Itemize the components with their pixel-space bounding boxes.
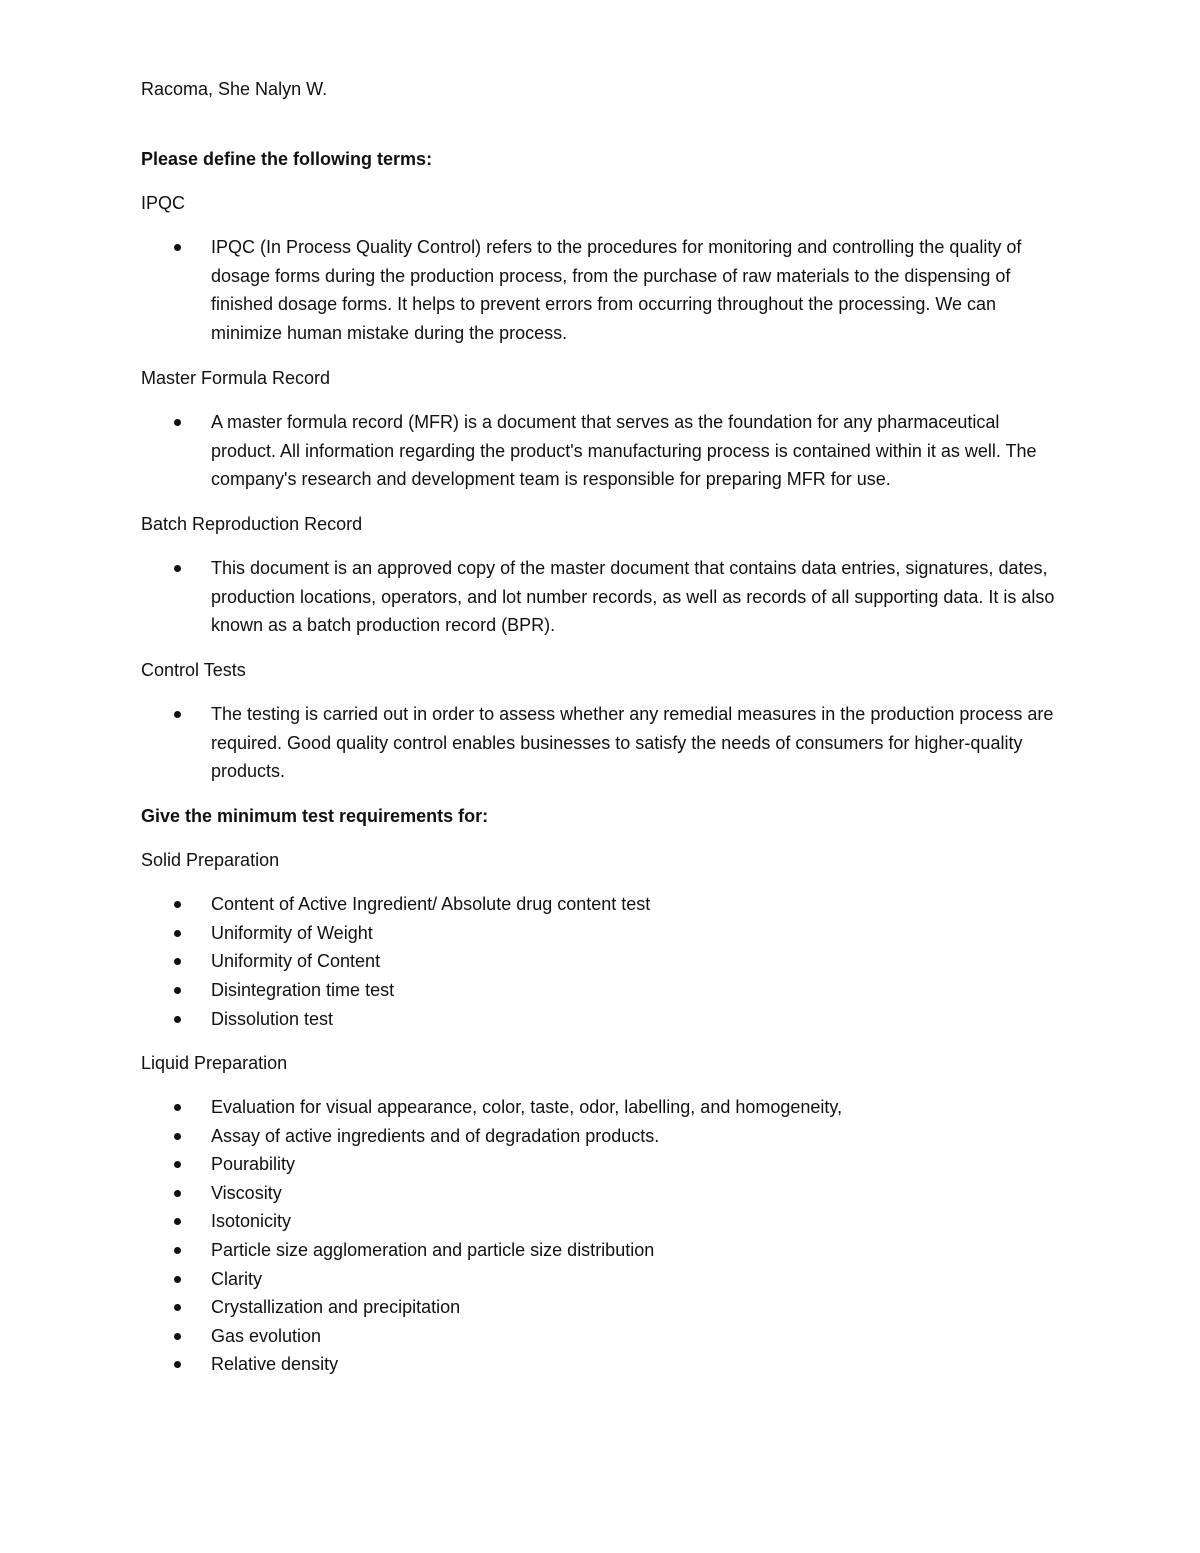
bullet-icon bbox=[174, 901, 181, 908]
list-item bbox=[141, 700, 1061, 786]
bullet-icon bbox=[174, 958, 181, 965]
list-item-text: Relative density bbox=[211, 1354, 339, 1375]
bullet-icon bbox=[174, 987, 181, 994]
bullet-icon bbox=[174, 1333, 181, 1340]
list-item-text: Assay of active ingredients and of degradation products. bbox=[211, 1125, 660, 1146]
list-item-text: Viscosity bbox=[211, 1182, 282, 1203]
list-item bbox=[141, 1236, 1061, 1265]
definition-list-mfr bbox=[141, 408, 1061, 494]
bullet-icon bbox=[174, 711, 181, 718]
list-item-text: Crystallization and precipitation bbox=[211, 1297, 461, 1318]
bullet-icon bbox=[174, 1247, 181, 1254]
list-item bbox=[141, 1150, 1061, 1179]
subheading-liquid-preparation: Liquid Preparation bbox=[141, 1053, 288, 1074]
list-item bbox=[141, 1350, 1061, 1379]
list-item bbox=[141, 919, 1061, 948]
list-item bbox=[141, 976, 1061, 1005]
list-item-text: Dissolution test bbox=[211, 1008, 334, 1029]
document-body bbox=[141, 75, 1061, 1395]
term-master-formula-record: Master Formula Record bbox=[141, 367, 331, 388]
definition-brr: This document is an approved copy of the master document that contains data entries, signatures, dates, production locations, operators, and lot number records, as well as records of all supporting data. It is also known as a batch production record (BPR). bbox=[211, 557, 1055, 636]
section-heading-definitions: Please define the following terms: bbox=[141, 149, 433, 169]
list-item-text: Uniformity of Weight bbox=[211, 922, 373, 943]
bullet-icon bbox=[174, 1190, 181, 1197]
definition-list-control-tests bbox=[141, 700, 1061, 786]
author-name: Racoma, She Nalyn W. bbox=[141, 79, 328, 99]
list-item bbox=[141, 408, 1061, 494]
list-item bbox=[141, 1093, 1061, 1122]
section-heading-requirements: Give the minimum test requirements for: bbox=[141, 806, 489, 827]
list-item bbox=[141, 890, 1061, 919]
list-item bbox=[141, 1005, 1061, 1034]
liquid-requirements-list bbox=[141, 1093, 1061, 1379]
definition-list-brr bbox=[141, 554, 1061, 640]
definition-control-tests: The testing is carried out in order to assess whether any remedial measures in the production process are required. Good quality control enables businesses to satisfy the needs of consumers for higher-quality products. bbox=[211, 704, 1054, 782]
term-batch-reproduction-record: Batch Reproduction Record bbox=[141, 513, 363, 534]
list-item bbox=[141, 1293, 1061, 1322]
list-item-text: Particle size agglomeration and particle size distribution bbox=[211, 1240, 655, 1261]
list-item-text: Isotonicity bbox=[211, 1211, 292, 1232]
list-item-text: Gas evolution bbox=[211, 1325, 322, 1346]
list-item-text: Evaluation for visual appearance, color, taste, odor, labelling, and homogeneity, bbox=[211, 1097, 843, 1118]
list-item-text: Clarity bbox=[211, 1268, 263, 1289]
definition-mfr: A master formula record (MFR) is a document that serves as the foundation for any pharmaceutical product. All information regarding the product's manufacturing process is contained within it as well. The company's research and development team is responsible for preparing MFR for use. bbox=[211, 411, 1037, 490]
list-item-text: Disintegration time test bbox=[211, 979, 395, 1000]
term-ipqc: IPQC bbox=[141, 193, 186, 213]
list-item bbox=[141, 947, 1061, 976]
bullet-icon bbox=[174, 1304, 181, 1311]
list-item-text: Uniformity of Content bbox=[211, 951, 381, 972]
list-item bbox=[141, 1122, 1061, 1151]
term-control-tests: Control Tests bbox=[141, 660, 246, 681]
list-item-text: Content of Active Ingredient/ Absolute drug content test bbox=[211, 894, 651, 915]
list-item bbox=[141, 554, 1061, 640]
bullet-icon bbox=[174, 1104, 181, 1111]
list-item bbox=[141, 1179, 1061, 1208]
list-item bbox=[141, 1322, 1061, 1351]
subheading-solid-preparation: Solid Preparation bbox=[141, 850, 280, 871]
bullet-icon bbox=[174, 1016, 181, 1023]
bullet-icon bbox=[174, 1276, 181, 1283]
definition-ipqc: IPQC (In Process Quality Control) refers to the procedures for monitoring and controlling the quality of dosage forms during the production process, from the purchase of raw materials to the dispensing of finished dosage forms. It helps to prevent errors from occurring throughout the processing. We can minimize human mistake during the process. bbox=[211, 237, 1022, 344]
bullet-icon bbox=[174, 419, 181, 426]
bullet-icon bbox=[174, 1218, 181, 1225]
list-item bbox=[141, 1207, 1061, 1236]
list-item bbox=[141, 1265, 1061, 1294]
bullet-icon bbox=[174, 244, 181, 251]
list-item bbox=[141, 233, 1061, 348]
bullet-icon bbox=[174, 565, 181, 572]
bullet-icon bbox=[174, 1133, 181, 1140]
bullet-icon bbox=[174, 1361, 181, 1368]
bullet-icon bbox=[174, 930, 181, 937]
bullet-icon bbox=[174, 1161, 181, 1168]
list-item-text: Pourability bbox=[211, 1154, 296, 1175]
solid-requirements-list bbox=[141, 890, 1061, 1033]
definition-list-ipqc bbox=[141, 233, 1061, 348]
